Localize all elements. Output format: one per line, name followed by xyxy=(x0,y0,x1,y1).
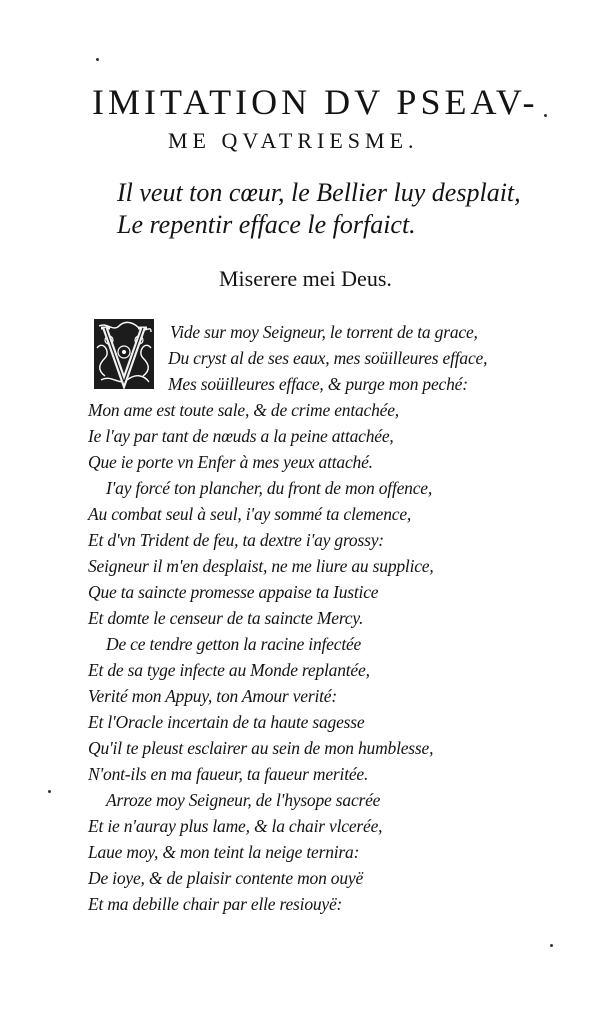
verse-line: Et ma debille chair par elle resiouyë: xyxy=(88,894,343,914)
verse-line: Et l'Oracle incertain de ta haute sagesse xyxy=(88,712,365,732)
verse-line: Et domte le censeur de ta saincte Mercy. xyxy=(88,608,364,628)
print-speck xyxy=(48,790,51,793)
verse-line: Seigneur il m'en desplaist, ne me liure au supplice, xyxy=(88,556,434,576)
verse-line: Que ta saincte promesse appaise ta Iustice xyxy=(88,582,379,602)
verse-line: N'ont-ils en ma faueur, ta faueur meritée. xyxy=(88,764,369,784)
page-title-line-2: ME QVATRIESME. xyxy=(168,128,419,153)
verse-line: Vide sur moy Seigneur, le torrent de ta grace, xyxy=(170,322,478,342)
psalm-subtitle: Miserere mei Deus. xyxy=(219,266,392,291)
verse-line: Ie l'ay par tant de nœuds a la peine attachée, xyxy=(88,426,394,446)
verse-line: Que ie porte vn Enfer à mes yeux attaché. xyxy=(88,452,373,472)
verse-line: Et ie n'auray plus lame, & la chair vlcerée, xyxy=(88,816,383,836)
print-speck xyxy=(550,944,553,947)
verse-line: Verité mon Appuy, ton Amour verité: xyxy=(88,686,337,706)
ornamental-drop-cap-icon xyxy=(93,318,155,390)
verse-line: Au combat seul à seul, i'ay sommé ta clemence, xyxy=(88,504,412,524)
verse-line: I'ay forcé ton plancher, du front de mon offence, xyxy=(106,478,433,498)
verse-line: Du cryst al de ses eaux, mes soüilleures efface, xyxy=(168,348,488,368)
verse-line: Arroze moy Seigneur, de l'hysope sacrée xyxy=(106,790,381,810)
verse-line: Et de sa tyge infecte au Monde replantée, xyxy=(88,660,370,680)
verse-line: De ioye, & de plaisir contente mon ouyë xyxy=(88,868,364,888)
verse-line: Et d'vn Trident de feu, ta dextre i'ay grossy: xyxy=(88,530,384,550)
print-speck xyxy=(96,58,99,61)
verse-line: Qu'il te pleust esclairer au sein de mon humblesse, xyxy=(88,738,434,758)
page-title-line-1: IMITATION DV PSEAV- xyxy=(92,82,539,122)
verse-line: Mes soüilleures efface, & purge mon peché: xyxy=(168,374,468,394)
epigraph-line-2: Le repentir efface le forfaict. xyxy=(117,210,416,239)
print-speck xyxy=(544,114,547,117)
epigraph-line-1: Il veut ton cœur, le Bellier luy desplait, xyxy=(117,178,521,207)
verse-line: Laue moy, & mon teint la neige ternira: xyxy=(88,842,360,862)
verse-line: Mon ame est toute sale, & de crime entachée, xyxy=(88,400,399,420)
verse-line: De ce tendre getton la racine infectée xyxy=(106,634,362,654)
